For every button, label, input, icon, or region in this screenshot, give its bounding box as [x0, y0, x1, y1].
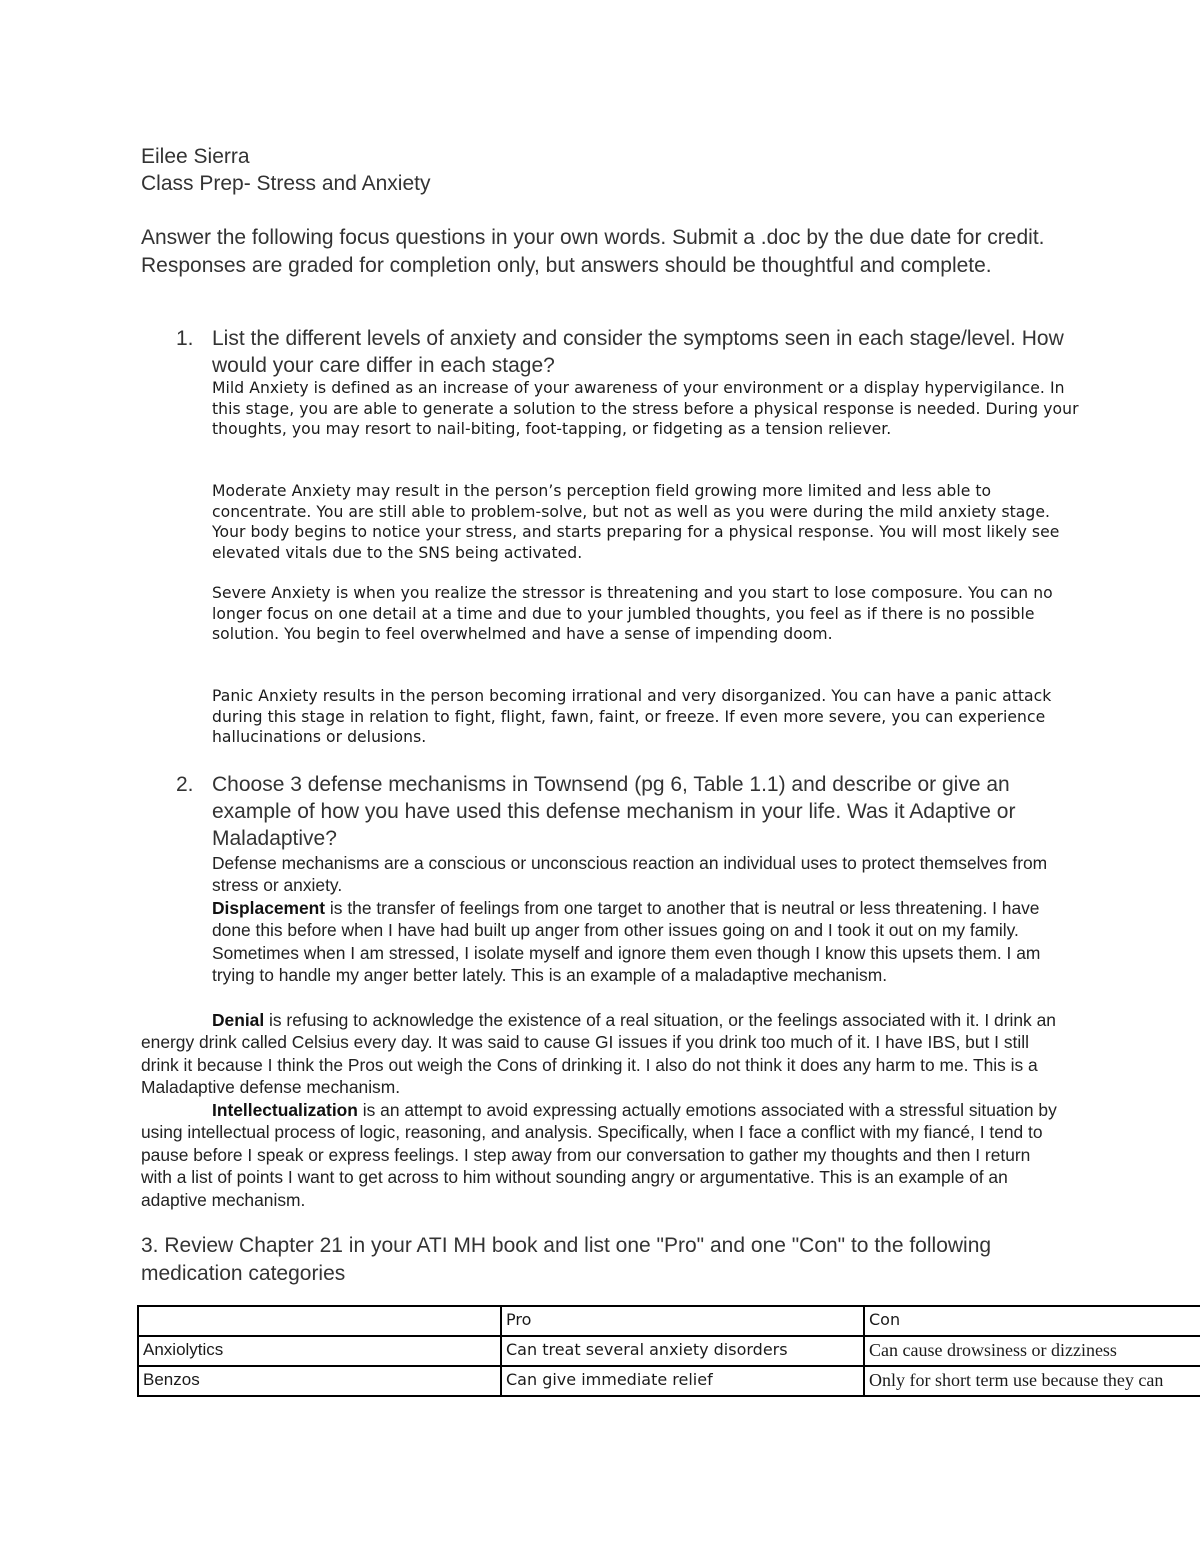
- table-cell-category: Anxiolytics: [138, 1336, 501, 1366]
- intellectualization-text: is an attempt to avoid expressing actually emotions associated with a stressful situation by using intellectual process of logic, reasoning, and analysis. Specifically, when I face a conflict with my fiancé, I tend to pause before I speak or express feelings. I step away from our conversation to gather my thoughts and then I return with a list of points I want to get across to him without sounding angry or argumentative. This is an example of an adaptive mechanism.: [141, 1100, 1057, 1210]
- question-1-number: 1.: [176, 327, 194, 350]
- table-cell-category: Benzos: [138, 1366, 501, 1396]
- question-3-text: 3. Review Chapter 21 in your ATI MH book and list one "Pro" and one "Con" to the following medication categories: [141, 1234, 992, 1285]
- answer-moderate-anxiety: Moderate Anxiety may result in the person’s perception field growing more limited and less able to concentrate. You are still able to problem-solve, but not as well as you were during the mild anxiety stage. Your body begins to notice your stress, and starts preparing for a physical response. You will most likely see elevated vitals due to the SNS being activated.: [212, 482, 1060, 562]
- answer-displacement: [212, 897, 1062, 987]
- displacement-text: is the transfer of feelings from one target to another that is neutral or less threatening. I have done this before when I have had built up anger from other issues going on and I took it out on my family. Sometimes when I am stressed, I isolate myself and ignore them even though I know this upsets them. I am trying to handle my anger better lately. This is an example of a maladaptive mechanism.: [212, 898, 1041, 986]
- question-1-text: List the different levels of anxiety and consider the symptoms seen in each stage/level. How would your care differ in each stage?: [212, 327, 1064, 377]
- answer-mild-anxiety: Mild Anxiety is defined as an increase of your awareness of your environment or a display hypervigilance. In this stage, you are able to generate a solution to the stress before a physical response is needed. During your thoughts, you may resort to nail-biting, foot-tapping, or fidgeting as a tension reliever.: [212, 379, 1079, 438]
- answer-severe-anxiety: Severe Anxiety is when you realize the stressor is threatening and you start to lose composure. You can no longer focus on one detail at a time and due to your jumbled thoughts, you feel as if there is no possible solution. You begin to feel overwhelmed and have a sense of impending doom.: [212, 584, 1053, 643]
- document-title: Class Prep- Stress and Anxiety: [141, 172, 431, 195]
- term-displacement: Displacement: [212, 898, 326, 918]
- table-header-cell: [138, 1306, 501, 1336]
- table-cell-con: Only for short term use because they can: [864, 1366, 1200, 1396]
- table-row: [138, 1366, 1200, 1396]
- table-header-pro: Pro: [501, 1306, 864, 1336]
- question-2-text: Choose 3 defense mechanisms in Townsend (pg 6, Table 1.1) and describe or give an example of how you have used this defense mechanism in your life. Was it Adaptive or Maladaptive?: [212, 773, 1016, 850]
- instructions-paragraph: Answer the following focus questions in your own words. Submit a .doc by the due date for credit. Responses are graded for completion only, but answers should be thoughtful and complete.: [141, 226, 1045, 277]
- question-2-number: 2.: [176, 773, 194, 796]
- table-cell-con: Can cause drowsiness or dizziness: [864, 1336, 1200, 1366]
- defense-mechanisms-intro: Defense mechanisms are a conscious or unconscious reaction an individual uses to protect themselves from stress or anxiety.: [212, 853, 1048, 896]
- answer-denial: [141, 1009, 1066, 1099]
- table-header-row: [138, 1306, 1200, 1336]
- term-intellectualization: Intellectualization: [212, 1100, 358, 1120]
- author-name: Eilee Sierra: [141, 145, 250, 168]
- denial-text: is refusing to acknowledge the existence of a real situation, or the feelings associated with it. I drink an energy drink called Celsius every day. It was said to cause GI issues if you drink too much of it. I have IBS, but I still drink it because I think the Pros out weigh the Cons of drinking it. I also do not think it does any harm to me. This is a Maladaptive defense mechanism.: [141, 1010, 1056, 1098]
- table-cell-pro: Can treat several anxiety disorders: [501, 1336, 864, 1366]
- medication-table: [137, 1305, 1200, 1397]
- table-row: [138, 1336, 1200, 1366]
- answer-intellectualization: [141, 1099, 1066, 1211]
- table-cell-pro: Can give immediate relief: [501, 1366, 864, 1396]
- term-denial: Denial: [212, 1010, 265, 1030]
- answer-panic-anxiety: Panic Anxiety results in the person becoming irrational and very disorganized. You can have a panic attack during this stage in relation to fight, flight, fawn, faint, or freeze. If even more severe, you can experience hallucinations or delusions.: [212, 687, 1052, 746]
- table-header-con: Con: [864, 1306, 1200, 1336]
